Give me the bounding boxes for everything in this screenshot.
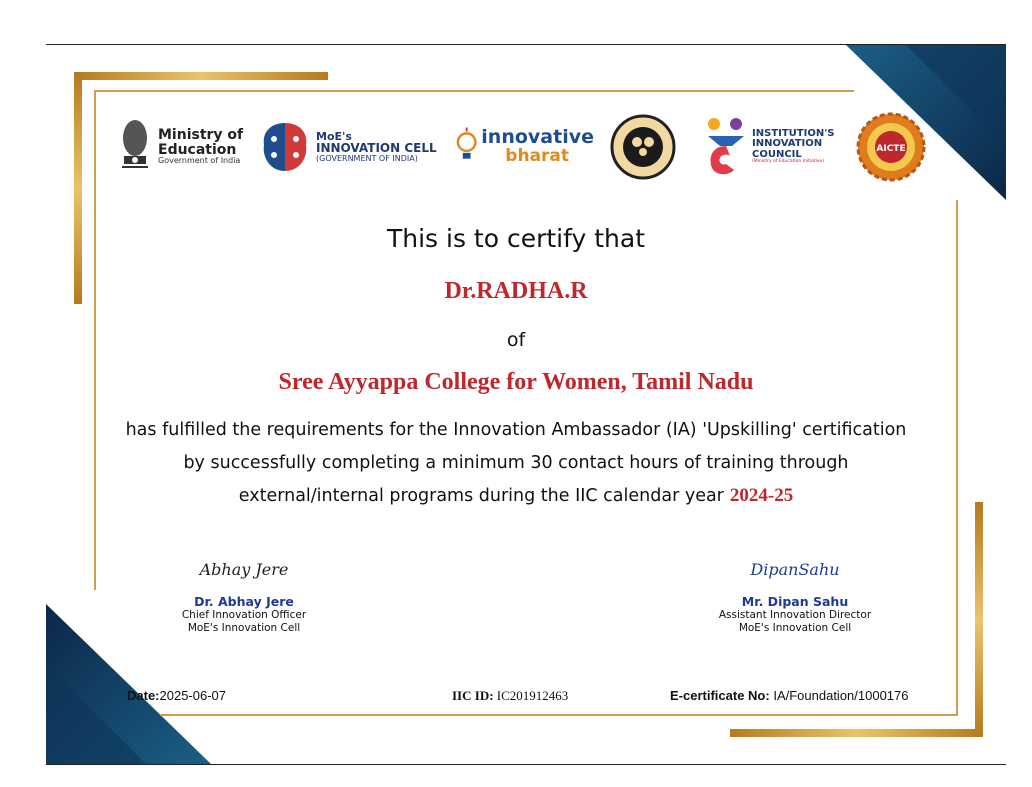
lightbulb-icon [454,127,479,167]
moe-line1: MoE's [316,129,352,143]
brain-icon [260,119,310,175]
gold-bar-right [975,502,983,737]
iic-line2: INNOVATION [752,138,823,150]
ministry-line2: Education [158,141,237,158]
moe-line3: (GOVERNMENT OF INDIA) [316,153,418,163]
signature-right: DipanSahu [750,560,840,579]
iic-line4: (Ministry of Education Initiative) [752,159,825,165]
date-field [127,688,226,703]
moe-innovation-cell-logo [260,105,440,189]
innovative-word: innovative [481,126,594,149]
signatory-right [675,560,915,635]
institutions-innovation-council-logo [704,105,849,189]
iic-line3: COUNCIL [752,148,802,160]
of-label: of [506,329,526,351]
body-line-1: has fulfilled the requirements for the Innovation Ambassador (IA) 'Upskilling' certification [125,420,907,440]
ecertificate-value: IA/Foundation/1000176 [773,688,909,703]
body-line-2: by successfully completing a minimum 30 contact hours of training through [183,453,849,473]
ambassador-seal-icon [610,114,676,180]
ecertificate-label: E-certificate No: [670,688,770,703]
ecertificate-field [670,688,909,703]
signatory-right-name: Mr. Dipan Sahu [741,594,849,609]
iic-id-label: IIC ID: [452,688,494,703]
gold-bar-top [74,72,328,80]
iic-id-field [452,688,568,704]
body-line-3-container [0,485,1032,507]
body-line-3: external/internal programs during the IIC calendar year [238,486,724,506]
calendar-year: 2024-25 [729,485,794,506]
thin-border-bottom [160,714,958,716]
recipient-name: Dr.RADHA.R [444,278,588,304]
ministry-line3: Government of India [158,156,241,166]
iic-line1: INSTITUTION'S [752,127,835,139]
thin-border-top [94,90,854,92]
signatory-left-role2: MoE's Innovation Cell [187,622,301,635]
signatory-left-role1: Chief Innovation Officer [181,609,307,621]
national-emblem-icon [118,116,152,178]
signature-left: Abhay Jere [199,560,289,579]
innovative-bharat-logo [454,105,594,189]
iic-id-value: IC201912463 [496,688,569,703]
moe-line2: INNOVATION CELL [316,141,437,156]
signatory-right-role1: Assistant Innovation Director [718,609,872,621]
signatory-left [124,560,364,635]
signatory-left-name: Dr. Abhay Jere [194,594,294,609]
date-value: 2025-06-07 [159,688,227,703]
aicte-label: AICTE [876,144,906,154]
ministry-line1: Ministry of [158,127,244,144]
innovation-ambassador-seal [610,105,680,189]
aicte-logo [856,105,928,189]
gold-bar-left [74,72,82,304]
iic-figure-icon [704,116,748,178]
gold-bar-bottom [730,729,983,737]
signatory-right-role2: MoE's Innovation Cell [738,622,852,635]
date-label: Date: [127,688,160,703]
logo-row [118,105,928,189]
ministry-of-education-logo [118,105,248,189]
aicte-gear-icon [856,112,926,182]
certify-heading: This is to certify that [386,224,646,253]
institution-name: Sree Ayyappa College for Women, Tamil Nadu [278,369,754,395]
bharat-word: bharat [505,146,570,167]
bottom-rule [46,764,1006,765]
